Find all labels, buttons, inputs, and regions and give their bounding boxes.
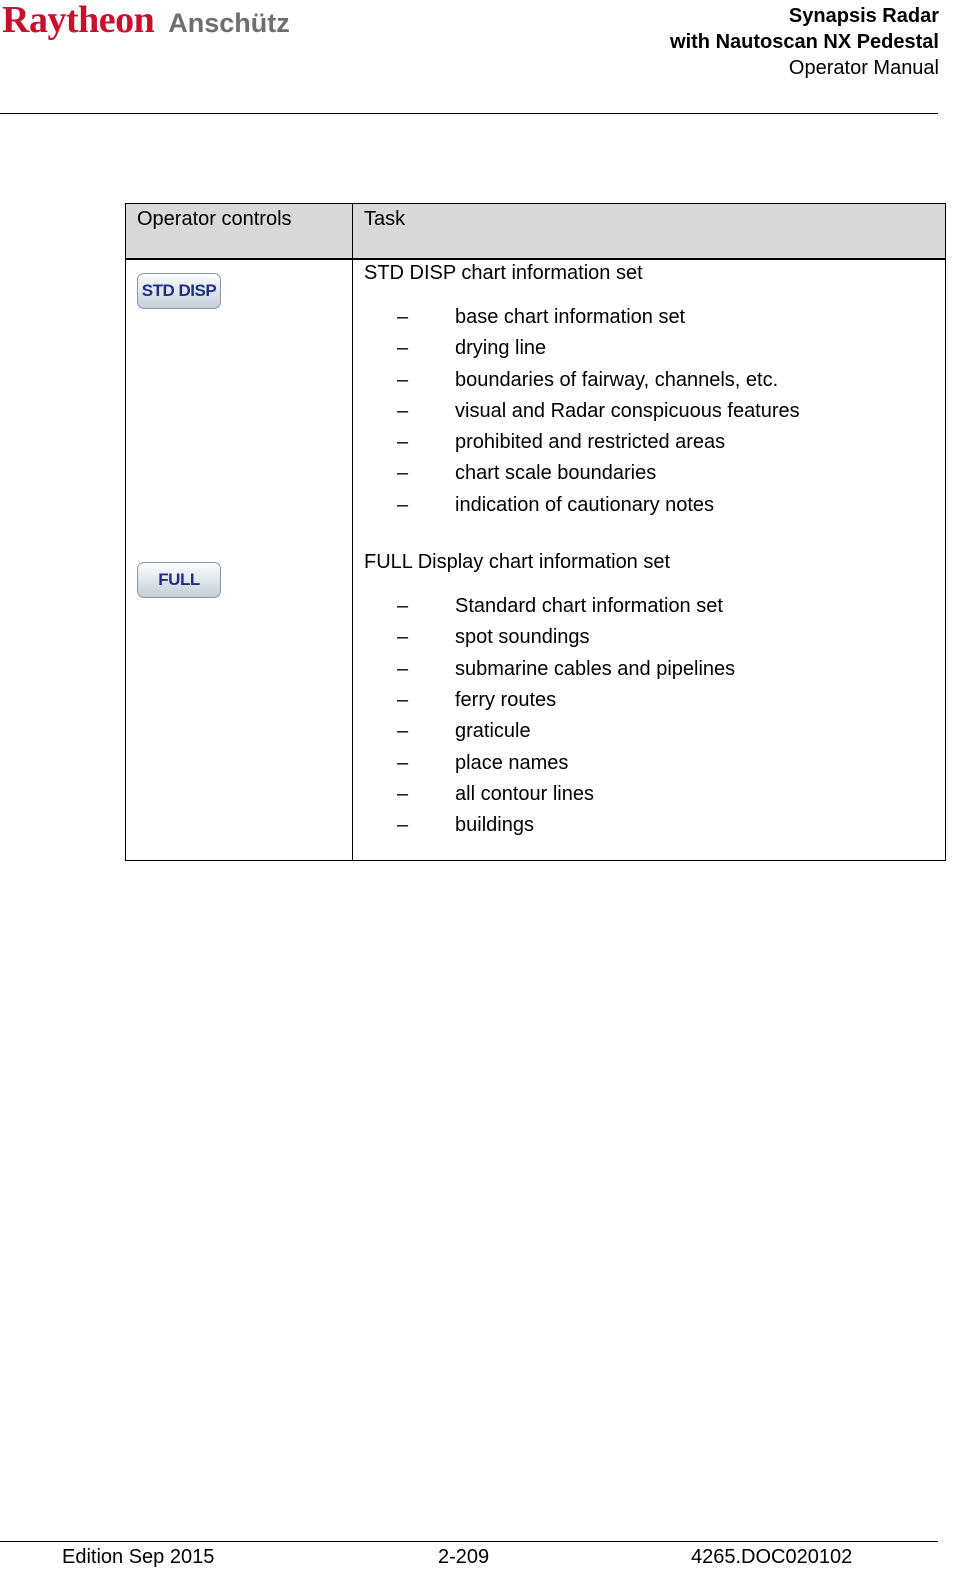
list-item: – all contour lines — [364, 783, 935, 814]
raytheon-anschutz-logo — [2, 0, 290, 42]
full-set-title: FULL Display chart information set — [364, 551, 671, 574]
task-cell — [353, 259, 946, 861]
footer-divider — [0, 1541, 938, 1542]
list-item: – place names — [364, 752, 935, 783]
header-task: Task — [353, 204, 946, 260]
list-item: – indication of cautionary notes — [364, 494, 935, 525]
footer-doc-id: 4265.DOC020102 — [691, 1546, 853, 1568]
header-operator-controls: Operator controls — [126, 204, 353, 260]
list-item: – drying line — [364, 337, 935, 368]
list-item: – chart scale boundaries — [364, 462, 935, 493]
list-item: – Standard chart information set — [364, 595, 935, 626]
page-footer — [0, 1544, 959, 1574]
list-item: – ferry routes — [364, 689, 935, 720]
list-item: – buildings — [364, 814, 935, 845]
full-button[interactable]: FULL — [137, 562, 221, 598]
logo-anschutz: Anschütz — [168, 8, 290, 38]
controls-cell — [126, 259, 353, 861]
title-line-2: with Nautoscan NX Pedestal — [670, 31, 939, 53]
list-item: – graticule — [364, 720, 935, 751]
std-disp-button[interactable]: STD DISP — [137, 273, 221, 309]
list-item: – boundaries of fairway, channels, etc. — [364, 369, 935, 400]
controls-table — [125, 203, 946, 861]
list-item: – prohibited and restricted areas — [364, 431, 935, 462]
list-item: – submarine cables and pipelines — [364, 658, 935, 689]
list-item: – spot soundings — [364, 626, 935, 657]
table-header-row — [126, 204, 946, 260]
std-item-list — [364, 306, 935, 525]
std-set-title: STD DISP chart information set — [364, 262, 643, 284]
table-row — [126, 259, 946, 861]
header-divider — [0, 113, 938, 114]
footer-page-number: 2-209 — [438, 1546, 490, 1568]
document-title — [670, 3, 939, 81]
full-item-list — [364, 595, 935, 845]
logo-raytheon: Raytheon — [2, 0, 155, 41]
list-item: – visual and Radar conspicuous features — [364, 400, 935, 431]
list-item: – base chart information set — [364, 306, 935, 337]
footer-edition: Edition Sep 2015 — [62, 1546, 215, 1568]
title-line-3: Operator Manual — [788, 57, 939, 79]
title-line-1: Synapsis Radar — [788, 5, 939, 27]
